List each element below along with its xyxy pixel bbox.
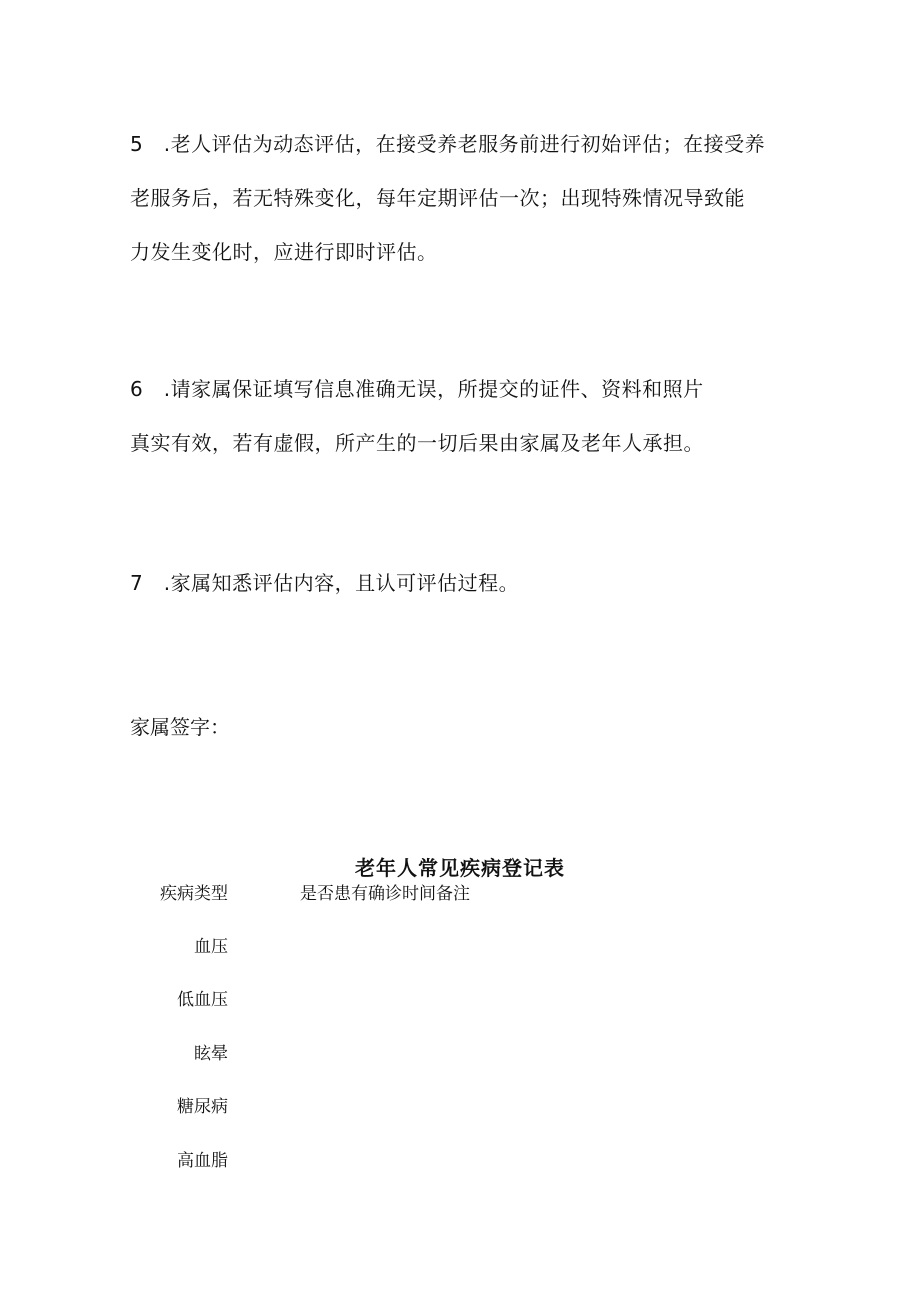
table-header-status-date-notes: 是否患有确诊时间备注 — [300, 884, 470, 904]
item-7-line-1: 7 .家属知悉评估内容，且认可评估过程。 — [130, 571, 520, 595]
item-5-line-1: 5 .老人评估为动态评估，在接受养老服务前进行初始评估；在接受养 — [130, 132, 766, 156]
table-row-label: 低血压 — [177, 990, 228, 1010]
item-6-line-1: 6 .请家属保证填写信息准确无误，所提交的证件、资料和照片 — [130, 377, 704, 401]
table-row-label: 高血脂 — [177, 1151, 228, 1171]
table-row-label: 糖尿病 — [177, 1097, 228, 1117]
item-6-line-2: 真实有效，若有虚假，所产生的一切后果由家属及老年人承担。 — [130, 431, 704, 455]
item-5-line-3: 力发生变化时，应进行即时评估。 — [130, 240, 438, 264]
signature-label: 家属签字： — [130, 715, 230, 739]
table-header-disease-type: 疾病类型 — [160, 884, 228, 904]
table-row-label: 血压 — [194, 937, 228, 957]
item-7-paragraph — [130, 556, 810, 610]
table-row-label: 眩晕 — [194, 1044, 228, 1064]
table-title: 老年人常见疾病登记表 — [355, 856, 565, 880]
item-5-line-2: 老服务后，若无特殊变化，每年定期评估一次；出现特殊情况导致能 — [130, 186, 745, 210]
item-5-paragraph — [130, 117, 810, 279]
item-6-paragraph — [130, 362, 810, 470]
